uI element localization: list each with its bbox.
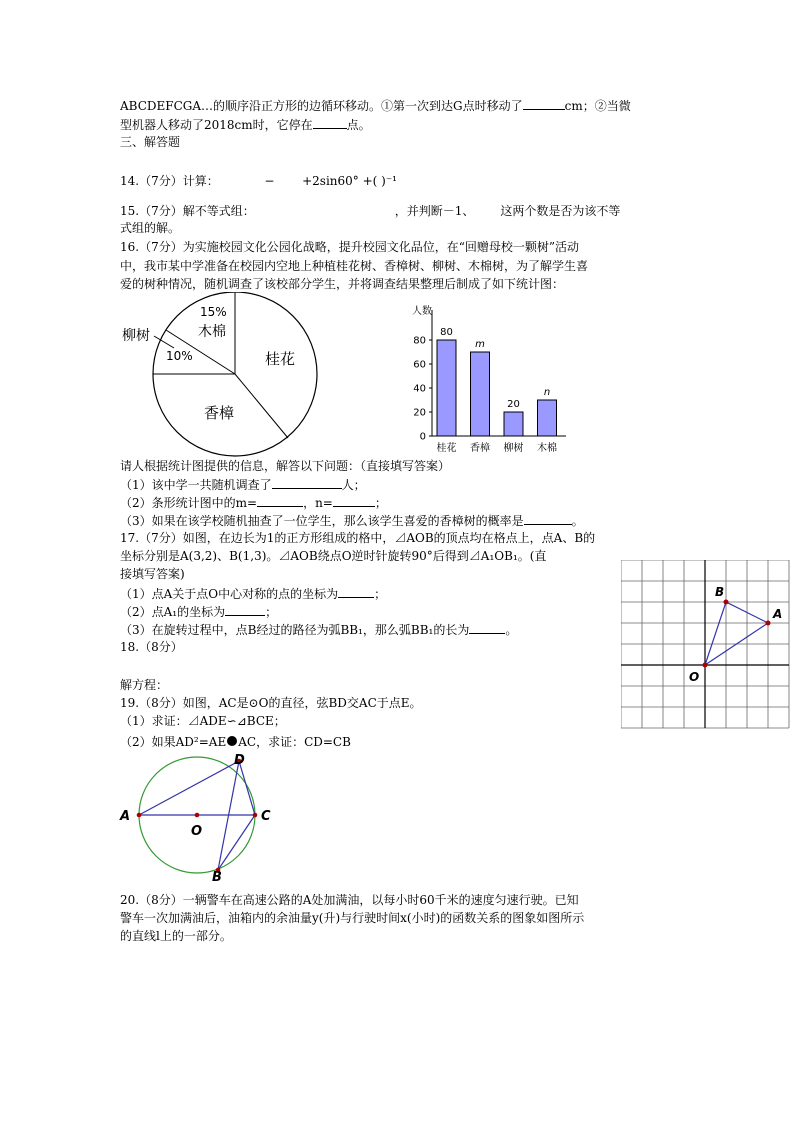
q14 [120,173,397,190]
chord-dc [239,761,255,815]
point-o [195,813,200,818]
answer-blank[interactable] [469,621,505,634]
triangle-aob [705,602,768,665]
q16-sub3 [120,512,584,530]
q19-sub2-text: （2）如果AD²=AE [120,735,227,749]
bar-chart [396,300,576,458]
q17-sub1 [120,585,386,603]
q17-sub2-text: （2）点A₁的坐标为 [120,605,226,619]
q16-sub1 [120,476,366,494]
q20-line2: 警车一次加满油后，油箱内的余油量y(升)与行驶时间x(小时)的函数关系的图象如图所示 [120,911,585,925]
q19-sub2 [120,734,351,751]
bar-category-label: 桂花 [436,443,457,454]
bar-y-tick-label: 40 [413,383,426,395]
q16-sub2-tail: ； [374,496,387,510]
label-d: D [234,753,245,768]
q14-label: 14.（7分）计算： [120,174,219,188]
bar-y-tick-label: 80 [413,335,426,347]
q17-sub1-tail: ； [374,587,387,601]
q17-sub3 [120,621,517,639]
pie-leader-line [154,336,174,348]
q20-line1: 20.（8分）一辆警车在高速公路的A处加满油，以每小时60千米的速度匀速行驶。已知 [120,893,579,907]
q18-label: 18.（8分） [120,640,183,654]
q17-line2: 坐标分别是A(3,2)、B(1,3)。⊿AOB绕点O逆时针旋转90°后得到⊿A₁OB₁。(直 [120,549,547,563]
label-a: A [773,607,783,621]
q16-sub2-text: （2）条形统计图中的m= [120,496,258,510]
answer-blank[interactable] [272,476,342,489]
label-a: A [120,809,131,824]
pie-label-liushu: 柳树 [122,328,150,344]
q17-sub2-tail: ； [265,605,278,619]
q13-line1-text: ABCDEFCGA…的顺序沿正方形的边循环移动。①第一次到达G点时移动了 [120,99,523,113]
q13-line2-text: 型机器人移动了2018cm时，它停在 [120,118,313,132]
q17-sub3-text: （3）在旋转过程中，点B经过的路径为弧BB₁，那么弧BB₁的长为 [120,623,470,637]
q16-sub1-text: （1）该中学一共随机调查了 [120,478,272,492]
q19-sub2-tail: AC，求证：CD=CB [238,735,351,749]
bar-y-tick-label: 20 [413,407,426,419]
q16-sub3-tail: 。 [571,514,584,528]
q15-line2: 式组的解。 [120,221,181,235]
pie-label-mumian-pct: 15% [200,305,227,319]
q16-sub1-tail: 人； [341,478,366,492]
q18-after: 解方程： [120,678,169,692]
q13-line2 [120,116,371,134]
answer-blank[interactable] [225,603,265,616]
q16-after: 请人根据统计图提供的信息，解答以下问题：（直接填写答案） [120,459,451,473]
point-a [137,813,142,818]
circle-figure [118,752,280,882]
q13-line1-tail: cm；②当微 [564,99,631,113]
q16-line3: 爱的树种情况，随机调查了该校部分学生，并将调查结果整理后制成了如下统计图： [120,277,565,291]
bar-value-label: n [543,387,551,398]
chord-ad [139,761,239,815]
label-o: O [689,670,700,684]
q17-sub2 [120,603,277,621]
coordinate-grid-figure [621,560,791,730]
q17-line1: 17.（7分）如图，在边长为1的正方形组成的格中，⊿AOB的顶点均在格点上，点A、B的 [120,531,596,545]
answer-blank[interactable] [313,116,347,129]
bar-3 [538,400,557,436]
bar-value-label: m [475,339,485,350]
q16-line2: 中，我市某中学准备在校园内空地上种植桂花树、香樟树、柳树、木棉树，为了解学生喜 [120,259,589,273]
answer-blank[interactable] [333,494,375,507]
q16-sub2 [120,494,387,512]
label-c: C [261,809,271,824]
bar-category-label: 香樟 [470,443,490,454]
q15-text: 15.（7分）解不等式组： [120,204,255,218]
answer-blank[interactable] [523,97,565,110]
q15-text-c: 这两个数是否为该不等 [500,204,621,218]
answer-blank[interactable] [257,494,303,507]
bar-ylabel: 人数 [412,306,432,317]
answer-blank[interactable] [338,585,374,598]
bar-value-label: 80 [440,327,453,338]
bar-value-label: 20 [507,399,520,410]
point-c [253,813,258,818]
q16-line1: 16.（7分）为实施校园文化公园化战略，提升校园文化品位，在“回赠母校一颗树”活动 [120,240,579,254]
q17-sub1-text: （1）点A关于点O中心对称的点的坐标为 [120,587,339,601]
pie-chart [118,292,323,460]
point-a [766,621,771,626]
bar-0 [437,340,456,436]
label-b: B [212,870,222,882]
q19-line1: 19.（8分）如图，AC是⊙O的直径，弦BD交AC于点E。 [120,696,422,710]
q14-expr1: − [264,174,275,188]
pie-divider [235,374,288,438]
bar-category-label: 木棉 [537,443,557,454]
q13-line2-tail: 点。 [346,118,371,132]
pie-label-guihua: 桂花 [265,350,296,368]
point-o [703,663,708,668]
q17-sub3-tail: 。 [505,623,518,637]
q16-sub3-text: （3）如果在该学校随机抽查了一位学生，那么该学生喜爱的香樟树的概率是 [120,514,524,528]
bar-2 [504,412,523,436]
q16-sub2-n: ，n= [303,496,333,510]
bar-1 [471,352,490,436]
q19-sub1: （1）求证：⊿ADE∽⊿BCE； [120,714,286,728]
bar-y-tick-label: 60 [413,359,426,371]
pie-label-mumian: 木棉 [198,324,226,340]
label-b: B [715,585,725,599]
section-heading: 三、解答题 [120,135,181,149]
q13-line1 [120,97,631,115]
label-o: O [191,824,203,839]
q15-text-b: ，并判断－1、 [394,204,475,218]
bar-y-tick-label: 0 [419,431,426,443]
q15-line1 [120,203,620,220]
q14-expr2: +2sin60° +( )⁻¹ [302,174,397,188]
answer-blank[interactable] [524,512,572,525]
pie-label-xiangzhang: 香樟 [204,404,235,422]
pie-label-liushu-pct: 10% [166,349,193,363]
bar-category-label: 柳树 [503,443,524,454]
q20-line3: 的直线l上的一部分。 [120,929,232,943]
q17-line3: 接填写答案) [120,567,185,581]
dot-operator-icon [227,736,237,746]
point-b [724,600,729,605]
